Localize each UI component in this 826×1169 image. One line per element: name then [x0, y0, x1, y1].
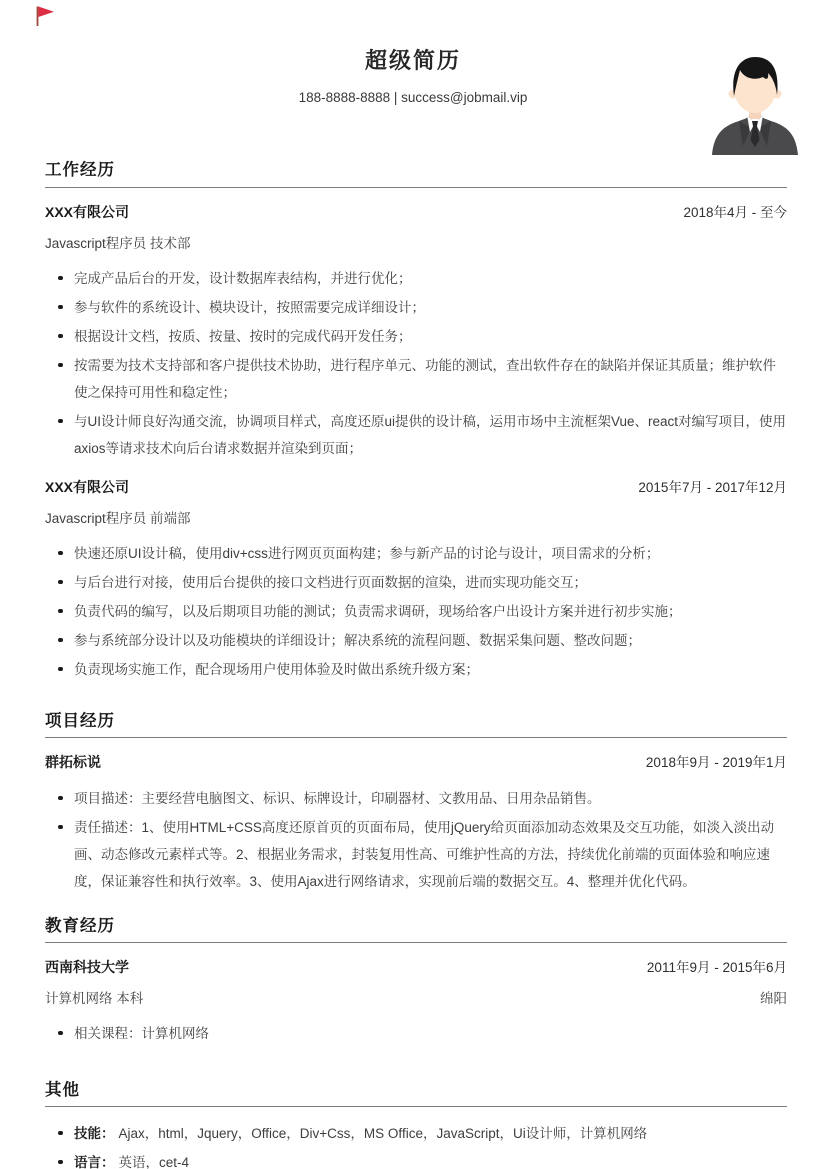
date-range: 2018年4月 - 至今	[683, 204, 787, 220]
school-name: 西南科技大学	[45, 958, 129, 975]
section-education	[45, 917, 787, 1047]
date-range: 2015年7月 - 2017年12月	[638, 479, 787, 495]
bullet-item-languages	[58, 1149, 787, 1169]
resume-header	[0, 0, 826, 105]
bullet-list	[45, 540, 787, 683]
bullet-item: 快速还原UI设计稿，使用div+css进行网页页面构建；参与新产品的讨论与设计，项目需求的分析；	[58, 540, 787, 567]
section-title: 工作经历	[45, 161, 115, 180]
major-degree: 计算机网络 本科	[45, 990, 144, 1006]
bullet-item: 负责代码的编写，以及后期项目功能的测试；负责需求调研，现场给客户出设计方案并进行初步实施；	[58, 598, 787, 625]
company-name: XXX有限公司	[45, 478, 130, 495]
bullet-item: 参与系统部分设计以及功能模块的详细设计；解决系统的流程问题、数据采集问题、整改问题；	[58, 627, 787, 654]
job-role: Javascript程序员 技术部	[45, 235, 191, 251]
avatar	[710, 50, 800, 155]
page-title: 超级简历	[364, 48, 461, 73]
company-name: XXX有限公司	[45, 203, 130, 220]
section-other	[45, 1081, 787, 1169]
bullet-item: 责任描述：1、使用HTML+CSS高度还原首页的页面布局，使用jQuery给页面添加动态效果及交互功能，如淡入淡出动画、动态修改元素样式等。2、根据业务需求，封装复用性高、可维护性高的方法，持续优化前端的页面体验和响应速度，保证兼容性和执行效率。3、使用Ajax进行网络请求，实现前后端的数据交互。4、整理并优化代码。	[58, 814, 787, 895]
section-title: 其他	[45, 1080, 80, 1099]
resume-body	[0, 161, 826, 1169]
bullet-list	[45, 785, 787, 895]
bullet-list	[45, 265, 787, 462]
project-name: 群拓标说	[45, 753, 101, 770]
project-entry	[45, 751, 787, 895]
bullet-list	[45, 1020, 787, 1047]
red-flag-icon	[33, 5, 57, 27]
section-divider	[45, 737, 787, 738]
date-range: 2018年9月 - 2019年1月	[645, 754, 787, 770]
section-title: 项目经历	[45, 711, 115, 730]
section-divider	[45, 187, 787, 188]
bullet-list	[45, 1120, 787, 1169]
bullet-item-skills	[58, 1120, 787, 1147]
date-range: 2011年9月 - 2015年6月	[646, 959, 787, 975]
contact-info: 188-8888-8888 | success@jobmail.vip	[298, 90, 528, 106]
education-entry	[45, 956, 787, 1047]
bullet-item: 完成产品后台的开发，设计数据库表结构，并进行优化；	[58, 265, 787, 292]
bullet-item: 根据设计文档，按质、按量、按时的完成代码开发任务；	[58, 323, 787, 350]
bullet-item: 与后台进行对接，使用后台提供的接口文档进行页面数据的渲染，进而实现功能交互；	[58, 569, 787, 596]
skills-value: Ajax，html，Jquery，Office，Div+Css，MS Office，JavaScript，Ui设计师，计算机网络	[118, 1125, 648, 1141]
bullet-item: 项目描述：主要经营电脑图文、标识、标牌设计，印刷器材、文教用品、日用杂品销售。	[58, 785, 787, 812]
section-divider	[45, 942, 787, 943]
bullet-item: 与UI设计师良好沟通交流，协调项目样式，高度还原ui提供的设计稿，运用市场中主流框架Vue、react对编写项目，使用axios等请求技术向后台请求数据并渲染到页面；	[58, 408, 787, 462]
section-project-experience	[45, 712, 787, 895]
languages-label: 语言：	[74, 1154, 115, 1169]
work-entry	[45, 201, 787, 462]
school-location: 绵阳	[760, 990, 787, 1006]
languages-value: 英语，cet-4	[118, 1154, 190, 1169]
section-title: 教育经历	[45, 916, 115, 935]
section-divider	[45, 1106, 787, 1107]
skills-label: 技能：	[74, 1125, 115, 1141]
work-entry	[45, 476, 787, 683]
section-work-experience	[45, 161, 787, 682]
job-role: Javascript程序员 前端部	[45, 510, 191, 526]
bullet-item: 按需要为技术支持部和客户提供技术协助，进行程序单元、功能的测试，查出软件存在的缺陷并保证其质量；维护软件使之保持可用性和稳定性；	[58, 352, 787, 406]
bullet-item: 负责现场实施工作，配合现场用户使用体验及时做出系统升级方案；	[58, 656, 787, 683]
bullet-item: 相关课程：计算机网络	[58, 1020, 787, 1047]
bullet-item: 参与软件的系统设计、模块设计，按照需要完成详细设计；	[58, 294, 787, 321]
